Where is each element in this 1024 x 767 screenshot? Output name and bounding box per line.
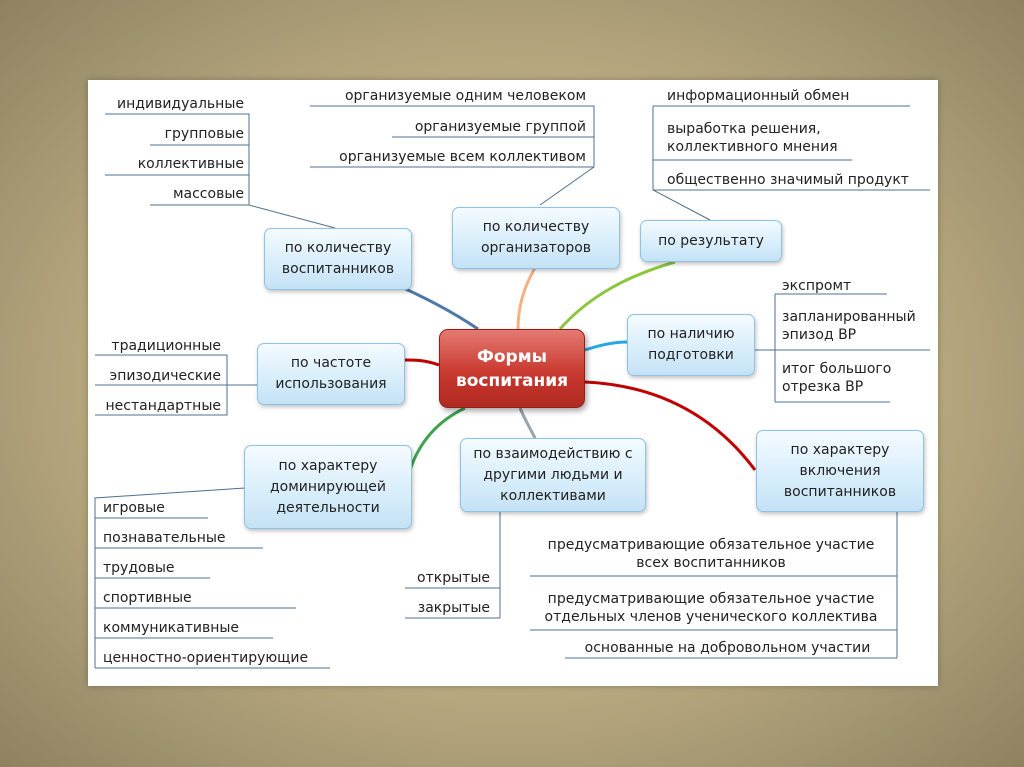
leaf-open: открытые: [417, 570, 490, 586]
leaf-some-members: предусматривающие обязательное участие отдельных членов ученического коллектива: [544, 591, 878, 625]
leaf-collective: коллективные: [137, 156, 244, 172]
branch-preparation: [585, 342, 627, 350]
leaf-whole-collective: организуемые всем коллективом: [339, 149, 586, 165]
leaf-decision: выработка решения, коллективного мнения: [667, 121, 838, 155]
node-pupils-count[interactable]: по количеству воспитанников: [264, 228, 412, 290]
leaf-impromptu: экспромт: [782, 278, 852, 294]
leaf-closed: закрытые: [417, 600, 490, 616]
leaf-individual: индивидуальные: [117, 96, 244, 112]
leaf-nonstandard: нестандартные: [105, 398, 221, 414]
leaf-sport: спортивные: [103, 590, 192, 606]
node-result[interactable]: по результату: [640, 220, 782, 262]
node-preparation[interactable]: по наличию подготовки: [627, 314, 755, 376]
leaf-long-period-result: итог большого отрезка ВР: [782, 361, 892, 395]
leaf-social-product: общественно значимый продукт: [667, 172, 909, 188]
leaf-traditional: традиционные: [111, 338, 221, 354]
leaf-value-oriented: ценностно-ориентирующие: [103, 650, 309, 666]
node-activity[interactable]: по характеру доминирующей деятельности: [244, 445, 412, 529]
node-involvement[interactable]: по характеру включения воспитанников: [756, 430, 924, 512]
node-organizers-count[interactable]: по количеству организаторов: [452, 207, 620, 269]
branch-organizers-count: [518, 268, 535, 329]
leaf-voluntary: основанные на добровольном участии: [584, 640, 871, 656]
leaf-game: игровые: [103, 500, 165, 516]
leaf-cognitive: познавательные: [103, 530, 226, 546]
leaf-episodic: эпизодические: [109, 368, 221, 384]
leaf-planned-episode: запланированный эпизод ВР: [782, 309, 916, 343]
node-frequency[interactable]: по частоте использования: [257, 343, 405, 405]
node-interaction[interactable]: по взаимодействию с другими людьми и коллективами: [460, 438, 646, 512]
leaf-communicative: коммуникативные: [103, 620, 240, 636]
leaf-all-pupils: предусматривающие обязательное участие всех воспитанников: [547, 537, 875, 571]
branch-frequency: [405, 360, 439, 365]
leaf-by-group: организуемые группой: [414, 119, 586, 135]
leaf-labor: трудовые: [103, 560, 175, 576]
center-node-forms-of-upbringing[interactable]: Формы воспитания: [439, 329, 585, 408]
leaf-mass: массовые: [172, 186, 244, 202]
leaf-group: групповые: [164, 126, 244, 142]
branch-activity: [410, 408, 465, 470]
branch-interaction: [520, 408, 535, 438]
leaf-one-person: организуемые одним человеком: [344, 88, 586, 104]
leaf-info-exchange: информационный обмен: [667, 88, 850, 104]
leaves-involvement-lines: [530, 512, 897, 658]
